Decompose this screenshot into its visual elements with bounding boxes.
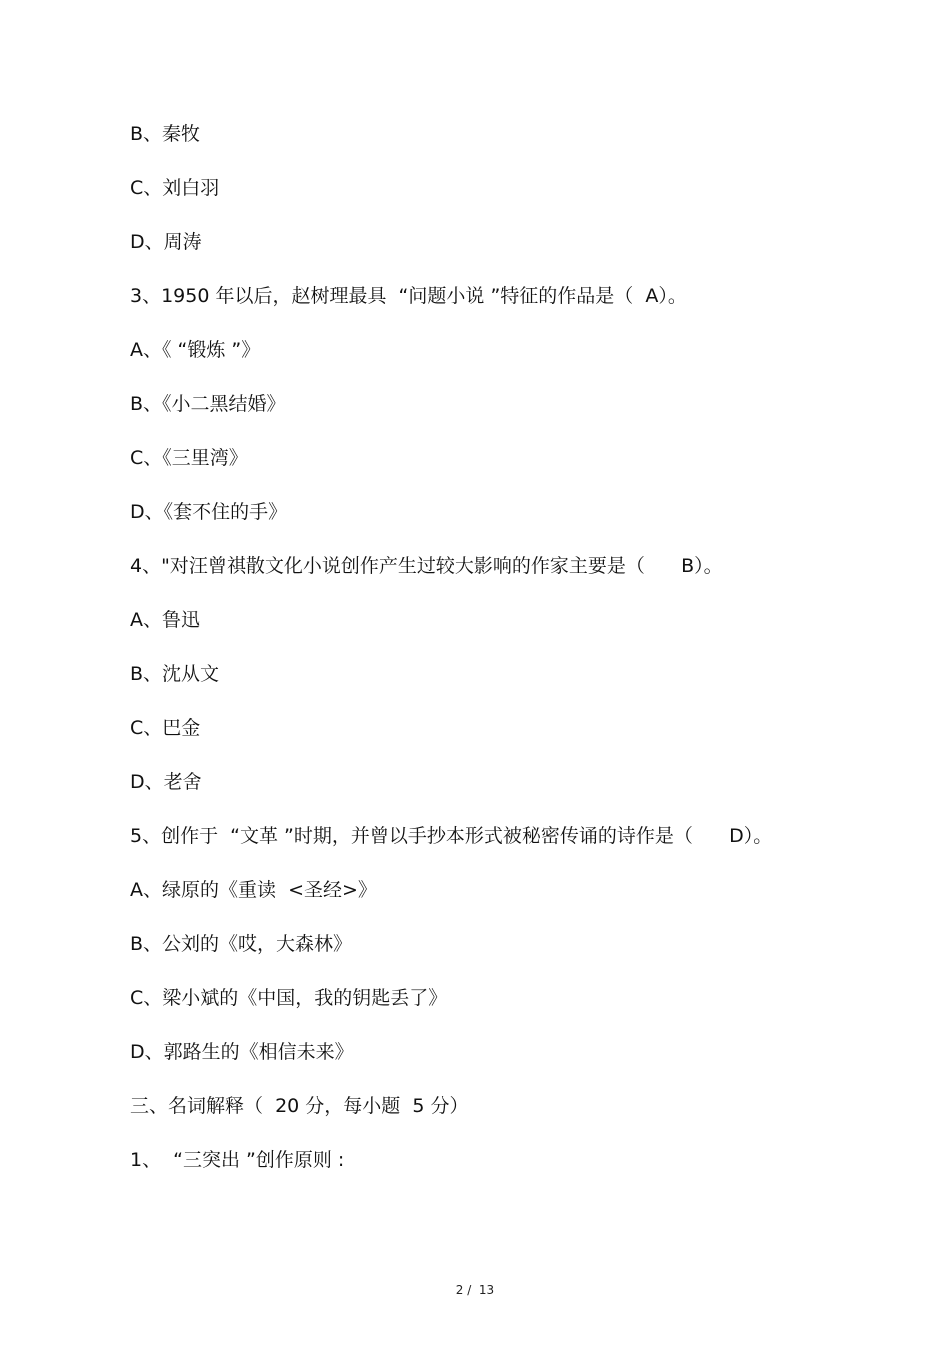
- question-5-option-a: A、绿原的《重读 <圣经>》: [130, 879, 377, 901]
- question-5: 5、创作于 “文革 ”时期，并曾以手抄本形式被秘密传诵的诗作是（ D）。: [130, 825, 773, 847]
- section-heading-term-explanation: 三、名词解释（ 20 分，每小题 5 分）: [130, 1095, 469, 1117]
- term-question-1: 1、 “三突出 ”创作原则 :: [130, 1149, 345, 1171]
- page-indicator: 2 / 13: [455, 1283, 495, 1297]
- question-5-option-d: D、郭路生的《相信未来》: [130, 1041, 354, 1063]
- option-b-qinmu: B、秦牧: [130, 123, 201, 145]
- question-4-option-c: C、巴金: [130, 717, 201, 739]
- question-3-option-a: A、《 “锻炼 ”》: [130, 339, 261, 361]
- question-4-option-d: D、老舍: [130, 771, 202, 793]
- option-d-zhoutao: D、周涛: [130, 231, 202, 253]
- option-c-liubaiyu: C、刘白羽: [130, 177, 220, 199]
- question-5-option-b: B、公刘的《哎，大森林》: [130, 933, 353, 955]
- question-3-option-b: B、《小二黑结婚》: [130, 393, 286, 415]
- question-5-option-c: C、梁小斌的《中国，我的钥匙丢了》: [130, 987, 448, 1009]
- question-4-option-b: B、沈从文: [130, 663, 220, 685]
- question-3-option-c: C、《三里湾》: [130, 447, 248, 469]
- question-3: 3、1950 年以后，赵树理最具 “问题小说 ”特征的作品是（ A）。: [130, 285, 687, 307]
- question-3-option-d: D、《套不住的手》: [130, 501, 288, 523]
- question-4-option-a: A、鲁迅: [130, 609, 200, 631]
- question-4: 4、"对汪曾祺散文化小说创作产生过较大影响的作家主要是（ B）。: [130, 555, 723, 577]
